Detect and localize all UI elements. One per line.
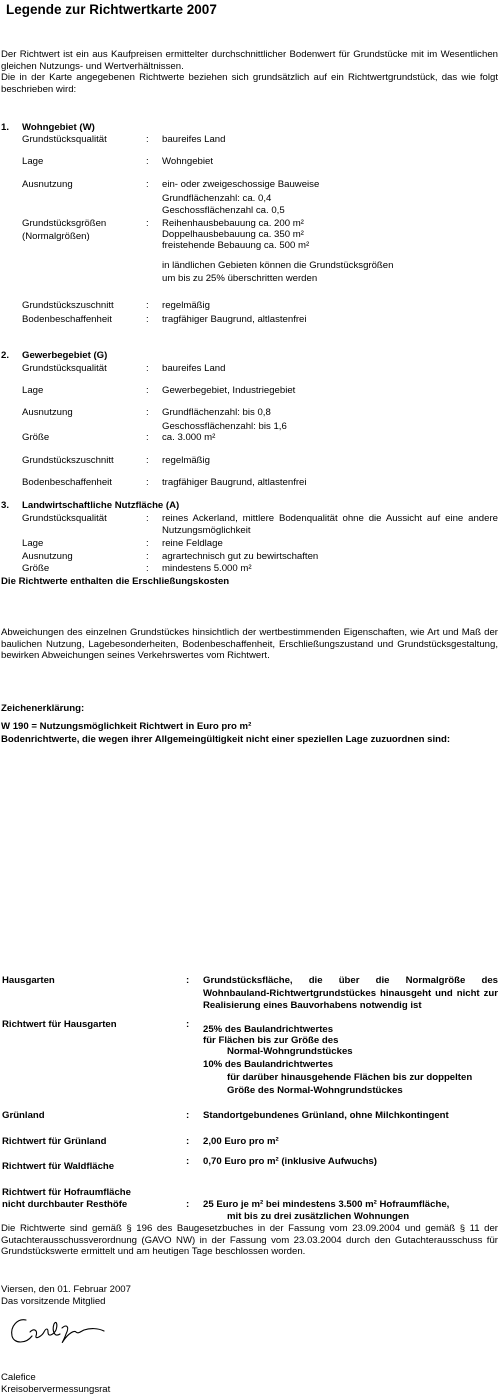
s1-boden-label: Bodenbeschaffenheit — [22, 314, 112, 325]
s1-quality-sep: : — [146, 134, 149, 145]
rw-gruenland-sep: : — [186, 1136, 190, 1147]
rw-hausgarten-line-1: 25% des Baulandrichtwertes — [203, 1024, 334, 1035]
rw-hof-label-2: nicht durchbauter Resthöfe — [2, 1199, 128, 1210]
s1-groessen-extra-1: Doppelhausbebauung ca. 350 m² — [162, 229, 304, 240]
s2-groesse-sep: : — [146, 432, 149, 443]
s2-groesse-label: Größe — [22, 432, 50, 443]
hausgarten-sep: : — [186, 975, 190, 986]
rw-hof-value-2: mit bis zu drei zusätzlichen Wohnungen — [227, 1211, 410, 1222]
s3-lage-sep: : — [146, 538, 149, 549]
s2-lage-sep: : — [146, 385, 149, 396]
s2-quality-sep: : — [146, 363, 149, 374]
erschliessung-note: Die Richtwerte enthalten die Erschließungskosten — [1, 576, 230, 587]
gruenland-sep: : — [186, 1110, 190, 1121]
section-2-number: 2. — [1, 350, 10, 361]
s1-zuschnitt-value: regelmäßig — [162, 300, 210, 311]
s3-quality-sep: : — [146, 513, 149, 524]
s2-quality-label: Grundstücksqualität — [22, 363, 107, 374]
rw-wald-value: 0,70 Euro pro m² (inklusive Aufwuchs) — [203, 1156, 377, 1167]
s1-groessen-extra-2: freistehende Bebauung ca. 500 m² — [162, 240, 310, 251]
s3-ausnutzung-label: Ausnutzung — [22, 551, 73, 562]
legend-boden: Bodenrichtwerte, die wegen ihrer Allgemeingültigkeit nicht einer speziellen Lage zuzuordnen sind: — [1, 734, 451, 745]
rw-hof-value-1: 25 Euro je m² bei mindestens 3.500 m² Hofraumfläche, — [203, 1199, 450, 1210]
rw-hausgarten-line-5: für darüber hinausgehende Flächen bis zur doppelten — [227, 1072, 473, 1083]
signer-name: Calefice — [1, 1372, 36, 1383]
s2-ausnutzung-value: Grundflächenzahl: bis 0,8 — [162, 407, 271, 418]
s2-boden-label: Bodenbeschaffenheit — [22, 477, 112, 488]
signer-title: Kreisobervermessungsrat — [1, 1384, 111, 1395]
s1-boden-sep: : — [146, 314, 149, 325]
s1-groessen-value: Reihenhausbebauung ca. 200 m² — [162, 218, 304, 229]
s3-groesse-sep: : — [146, 563, 149, 574]
intro-paragraph-2: Die in der Karte angegebenen Richtwerte beziehen sich grundsätzlich auf ein Richtwertgrundstück, das wie folgt beschrieben wird: — [1, 72, 498, 95]
rw-hausgarten-line-2: für Flächen bis zur Größe des — [203, 1035, 339, 1046]
s1-zuschnitt-label: Grundstückszuschnitt — [22, 300, 114, 311]
s2-ausnutzung-extra-1: Geschossflächenzahl: bis 1,6 — [162, 421, 287, 432]
s1-ausnutzung-extra-2: Geschossflächenzahl ca. 0,5 — [162, 205, 285, 216]
handwritten-signature — [4, 1310, 124, 1350]
s1-note-line-2: um bis zu 25% überschritten werden — [162, 273, 318, 284]
s2-lage-value: Gewerbegebiet, Industriegebiet — [162, 385, 296, 396]
legend-example: W 190 = Nutzungsmöglichkeit Richtwert in Euro pro m² — [1, 721, 252, 732]
s3-ausnutzung-value: agrartechnisch gut zu bewirtschaften — [162, 551, 319, 562]
s1-ausnutzung-value: ein- oder zweigeschossige Bauweise — [162, 179, 320, 190]
intro-paragraph-1: Der Richtwert ist ein aus Kaufpreisen ermittelter durchschnittlicher Bodenwert für Grundstücke mit im Wesentlichen gleichen Nutzungs- und Wertverhältnissen. — [1, 49, 498, 72]
s1-groessen-label-2: (Normalgrößen) — [22, 231, 90, 242]
s1-quality-value: baureifes Land — [162, 134, 226, 145]
gruenland-label: Grünland — [2, 1110, 45, 1121]
section-2-heading: Gewerbegebiet (G) — [22, 350, 108, 361]
rw-hof-sep: : — [186, 1199, 190, 1210]
section-3-heading: Landwirtschaftliche Nutzfläche (A) — [22, 500, 180, 511]
s2-zuschnitt-value: regelmäßig — [162, 455, 210, 466]
rw-wald-label: Richtwert für Waldfläche — [2, 1161, 115, 1172]
gruenland-value: Standortgebundenes Grünland, ohne Milchkontingent — [203, 1110, 449, 1121]
rw-hausgarten-label: Richtwert für Hausgarten — [2, 1019, 117, 1030]
s1-zuschnitt-sep: : — [146, 300, 149, 311]
s2-ausnutzung-sep: : — [146, 407, 149, 418]
s2-quality-value: baureifes Land — [162, 363, 226, 374]
s1-quality-label: Grundstücksqualität — [22, 134, 107, 145]
rw-hausgarten-line-4: 10% des Baulandrichtwertes — [203, 1059, 334, 1070]
hausgarten-value: Grundstücksfläche, die über die Normalgröße des Wohnbauland-Richtwertgrundstückes hinausgeht und nicht zur Realisierung eines Bauvorhabens notwendig ist — [203, 975, 498, 1011]
s2-boden-sep: : — [146, 477, 149, 488]
s3-groesse-label: Größe — [22, 563, 50, 574]
s1-ausnutzung-extra-1: Grundflächenzahl: ca. 0,4 — [162, 193, 272, 204]
legal-paragraph: Die Richtwerte sind gemäß § 196 des Baugesetzbuches in der Fassung vom 23.09.2004 und gemäß § 11 der Gutachterausschussverordnung (GAVO NW) in der Fassung vom 23.03.2004 durch den Gutachterausschuss für Grundstückswerte ermittelt und am heutigen Tage beschlossen worden. — [1, 1223, 498, 1258]
rw-gruenland-label: Richtwert für Grünland — [2, 1136, 107, 1147]
s2-zuschnitt-label: Grundstückszuschnitt — [22, 455, 114, 466]
rw-gruenland-value: 2,00 Euro pro m² — [203, 1136, 279, 1147]
rw-hausgarten-sep: : — [186, 1019, 190, 1030]
s3-ausnutzung-sep: : — [146, 551, 149, 562]
s2-boden-value: tragfähiger Baugrund, altlastenfrei — [162, 477, 307, 488]
rw-hof-label-1: Richtwert für Hofraumfläche — [2, 1187, 132, 1198]
section-1-number: 1. — [1, 122, 10, 133]
s1-lage-label: Lage — [22, 156, 44, 167]
s1-groessen-label: Grundstücksgrößen — [22, 218, 107, 229]
rw-wald-sep: : — [186, 1156, 190, 1167]
s1-boden-value: tragfähiger Baugrund, altlastenfrei — [162, 314, 307, 325]
s1-ausnutzung-label: Ausnutzung — [22, 179, 73, 190]
s2-zuschnitt-sep: : — [146, 455, 149, 466]
s3-lage-value: reine Feldlage — [162, 538, 223, 549]
section-3-number: 3. — [1, 500, 10, 511]
place-date: Viersen, den 01. Februar 2007 — [1, 1284, 131, 1295]
hausgarten-label: Hausgarten — [2, 975, 55, 986]
s1-lage-sep: : — [146, 156, 149, 167]
s2-groesse-value: ca. 3.000 m² — [162, 432, 216, 443]
signer-role: Das vorsitzende Mitglied — [1, 1296, 106, 1307]
page-title: Legende zur Richtwertkarte 2007 — [6, 2, 217, 17]
s1-lage-value: Wohngebiet — [162, 156, 214, 167]
intro — [1, 49, 498, 95]
s3-quality-value: reines Ackerland, mittlere Bodenqualität ohne die Aussicht auf eine andere Nutzungsmöglichkeit — [162, 513, 498, 536]
s2-ausnutzung-label: Ausnutzung — [22, 407, 73, 418]
s1-groessen-sep: : — [146, 218, 149, 229]
rw-hausgarten-line-3: Normal-Wohngrundstückes — [227, 1046, 353, 1057]
s1-ausnutzung-sep: : — [146, 179, 149, 190]
abweichungen-paragraph: Abweichungen des einzelnen Grundstückes hinsichtlich der wertbestimmenden Eigenschaften, wie Art und Maß der baulichen Nutzung, Lagebesonderheiten, Bodenbeschaffenheit, Erschließungszustand und Grundstücksgestaltung, bewirken Abweichungen seines Verkehrswertes vom Richtwert. — [1, 627, 498, 662]
s3-groesse-value: mindestens 5.000 m² — [162, 563, 252, 574]
s3-lage-label: Lage — [22, 538, 44, 549]
legend-heading: Zeichenerklärung: — [1, 703, 85, 714]
s2-lage-label: Lage — [22, 385, 44, 396]
rw-hausgarten-line-6: Größe des Normal-Wohngrundstückes — [227, 1085, 403, 1096]
section-1-heading: Wohngebiet (W) — [22, 122, 95, 133]
s1-note-line-1: in ländlichen Gebieten können die Grundstücksgrößen — [162, 260, 394, 271]
s3-quality-label: Grundstücksqualität — [22, 513, 107, 524]
